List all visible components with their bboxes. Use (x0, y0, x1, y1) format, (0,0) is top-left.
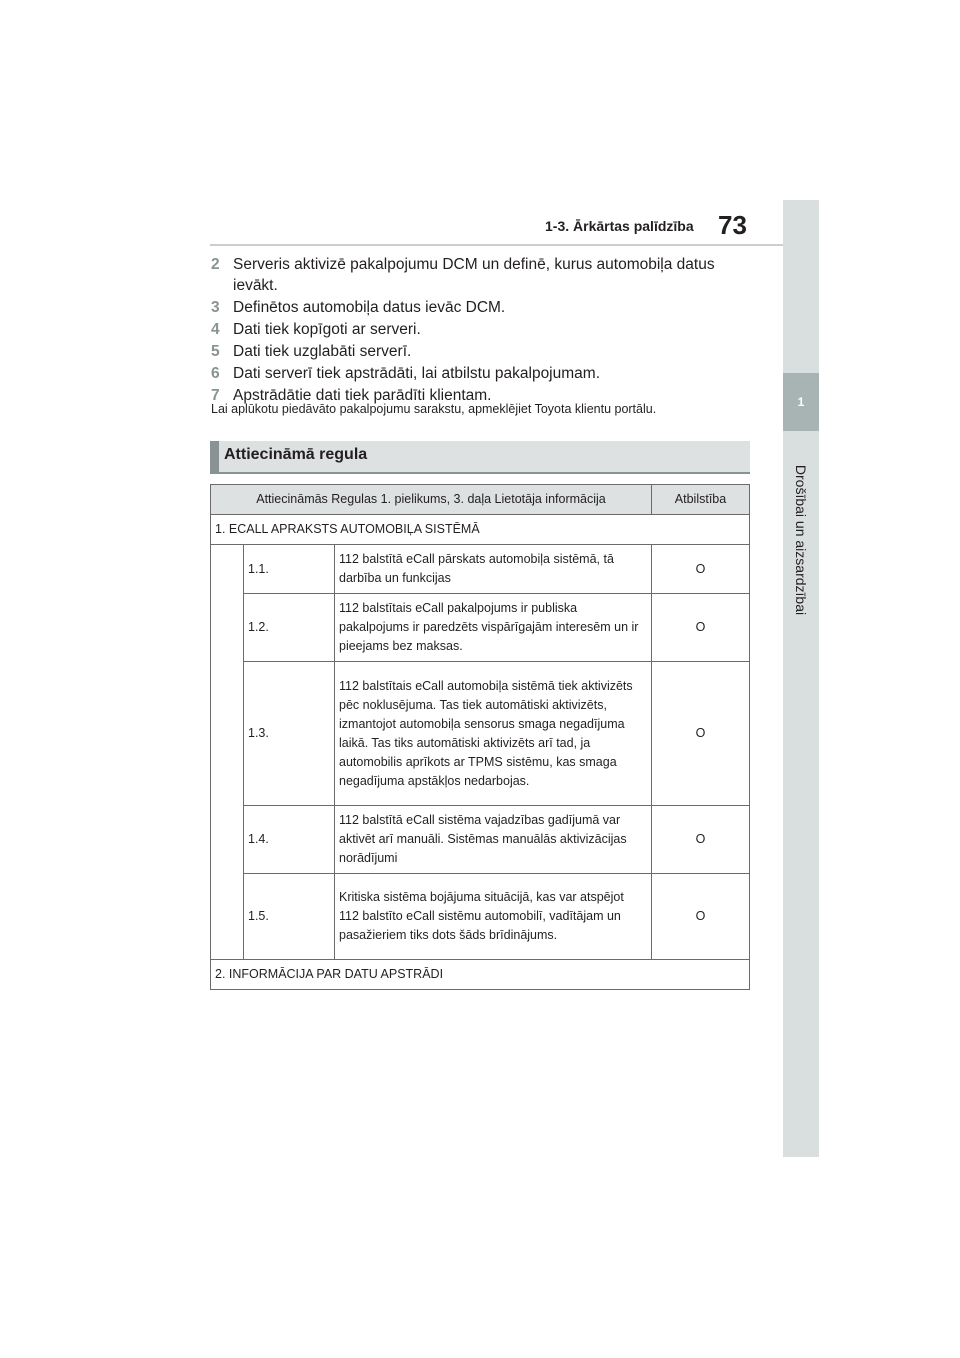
row-number: 1.1. (244, 545, 335, 594)
step-number: 4 (211, 321, 220, 338)
table-row (211, 545, 750, 594)
chapter-label: Drošībai un aizsardzībai (793, 464, 809, 616)
table-row (211, 874, 750, 960)
side-tab (783, 200, 819, 1157)
step-item (211, 319, 751, 340)
header-info-cell: Attiecināmās Regulas 1. pielikums, 3. daļa Lietotāja informācija (211, 485, 652, 515)
table-row (211, 806, 750, 874)
section-heading (210, 441, 750, 474)
heading-text: Attiecināmā regula (224, 446, 368, 463)
section-2-cell: 2. INFORMĀCIJA PAR DATU APSTRĀDI (211, 960, 750, 990)
chapter-number: 1 (783, 373, 819, 431)
row-description: Kritiska sistēma bojājuma situācijā, kas var atspējot 112 balstīto eCall sistēmu automobilī, vadītājam un pasažieriem tiks dots šāds brīdinājums. (335, 874, 652, 960)
step-text: Dati serverī tiek apstrādāti, lai atbilstu pakalpojumam. (233, 365, 600, 382)
step-item (211, 254, 751, 296)
table-header-row (211, 485, 750, 515)
step-item (211, 297, 751, 318)
step-text: Apstrādātie dati tiek parādīti klientam. (233, 387, 492, 404)
row-number: 1.2. (244, 594, 335, 662)
row-description: 112 balstītā eCall pārskats automobiļa sistēmā, tā darbība un funkcijas (335, 545, 652, 594)
regulation-table (210, 484, 750, 990)
step-number: 5 (211, 343, 220, 360)
step-text: Definētos automobiļa datus ievāc DCM. (233, 299, 506, 316)
step-text: Dati tiek uzglabāti serverī. (233, 343, 412, 360)
step-number: 6 (211, 365, 220, 382)
table-section-row (211, 960, 750, 990)
section-1-cell: 1. ECALL APRAKSTS AUTOMOBIĻA SISTĒMĀ (211, 515, 750, 545)
section-title: 1-3. Ārkārtas palīdzība (545, 218, 694, 234)
step-number: 3 (211, 299, 220, 316)
page-number: 73 (718, 210, 747, 240)
step-text: Serveris aktivizē pakalpojumu DCM un definē, kurus automobiļa datus ievākt. (233, 256, 715, 294)
step-item (211, 363, 751, 384)
portal-note: Lai aplūkotu piedāvāto pakalpojumu sarakstu, apmeklējiet Toyota klientu portālu. (211, 402, 657, 416)
indent-cell (211, 545, 244, 960)
header-compliance-cell: Atbilstība (652, 485, 750, 515)
step-list (211, 254, 751, 407)
table-row (211, 662, 750, 806)
row-description: 112 balstītā eCall sistēma vajadzības gadījumā var aktivēt arī manuāli. Sistēmas manuālās aktivizācijas norādījumi (335, 806, 652, 874)
heading-accent (210, 441, 219, 472)
row-number: 1.4. (244, 806, 335, 874)
row-compliance: O (652, 662, 750, 806)
row-number: 1.3. (244, 662, 335, 806)
row-number: 1.5. (244, 874, 335, 960)
row-compliance: O (652, 874, 750, 960)
row-compliance: O (652, 594, 750, 662)
header-divider (210, 244, 783, 246)
row-compliance: O (652, 806, 750, 874)
row-compliance: O (652, 545, 750, 594)
table-section-row (211, 515, 750, 545)
step-number: 2 (211, 256, 220, 273)
step-number: 7 (211, 387, 220, 404)
step-item (211, 341, 751, 362)
step-text: Dati tiek kopīgoti ar serveri. (233, 321, 421, 338)
row-description: 112 balstītais eCall pakalpojums ir publiska pakalpojums ir paredzēts vispārīgajām interesēm un ir pieejams bez maksas. (335, 594, 652, 662)
row-description: 112 balstītais eCall automobiļa sistēmā tiek aktivizēts pēc noklusējuma. Tas tiek automātiski aktivizēts, izmantojot automobiļa sensorus smaga negadījuma laikā. Tas tiks automātiski aktivizēts arī tad, ja automobilis aprīkots ar TPMS sistēmu, kas smaga negadījuma apstākļos nedarbojas. (335, 662, 652, 806)
table-row (211, 594, 750, 662)
